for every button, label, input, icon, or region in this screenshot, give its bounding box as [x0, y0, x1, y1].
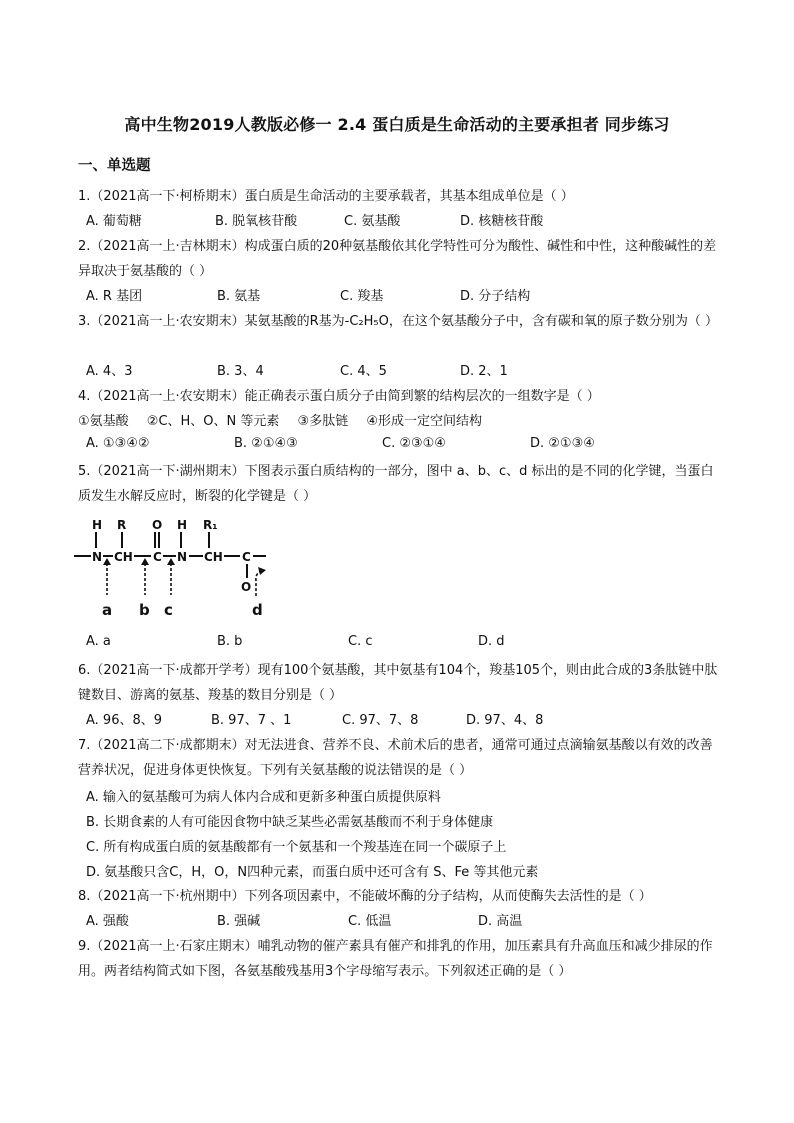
- option-b[interactable]: B. 3、4: [217, 364, 264, 379]
- option-a[interactable]: A. 强酸: [86, 914, 129, 929]
- atom-h: H: [92, 518, 103, 532]
- option-d[interactable]: D. 2、1: [460, 364, 508, 379]
- question-8-options: [86, 910, 720, 932]
- question-6-options: [86, 709, 720, 731]
- option-a[interactable]: A. 葡萄糖: [86, 214, 142, 229]
- option-a[interactable]: A. 4、3: [86, 364, 133, 379]
- item-4: ④形成一定空间结构: [366, 414, 482, 429]
- atom-h: H: [177, 518, 188, 532]
- question-3-options: [86, 360, 720, 382]
- option-d[interactable]: D. 高温: [478, 914, 523, 929]
- atom-ch: CH: [114, 550, 133, 564]
- option-a[interactable]: A. R 基团: [86, 289, 143, 304]
- atom-n: N: [92, 550, 103, 564]
- option-c[interactable]: C. 97、7、8: [342, 713, 419, 728]
- option-c[interactable]: C. 羧基: [340, 289, 384, 304]
- question-4-stem: 4.（2021高一上·农安期末）能正确表示蛋白质分子由简到繁的结构层次的一组数字是（ ）: [78, 389, 600, 404]
- option-b[interactable]: B. ②①④③: [234, 436, 298, 451]
- option-c[interactable]: C. 所有构成蛋白质的氨基酸都有一个氨基和一个羧基连在同一个碳原子上: [86, 840, 507, 855]
- option-b[interactable]: B. 脱氧核苷酸: [215, 214, 298, 229]
- item-3: ③多肽链: [297, 414, 349, 429]
- option-c[interactable]: C. 氨基酸: [344, 214, 401, 229]
- item-1: ①氨基酸: [78, 414, 129, 429]
- option-d[interactable]: D. 氨基酸只含C，H，O，N四种元素，而蛋白质中还可含有 S、Fe 等其他元素: [86, 865, 539, 880]
- question-6-stem: 6.（2021高一下·成都开学考）现有100个氨基酸，其中氨基有104个，羧基105个，则由此合成的3条肽链中肽键数目、游离的氨基、羧基的数目分别是（ ）: [78, 663, 718, 703]
- option-b[interactable]: B. 氨基: [217, 289, 261, 304]
- atom-r: R: [117, 518, 127, 532]
- atom-r1: R₁: [203, 518, 218, 532]
- question-4-items: [78, 409, 496, 434]
- question-2-stem: 2.（2021高一上·吉林期末）构成蛋白质的20种氨基酸依其化学特性可分为酸性、碱性和中性，这种酸碱性的差异取决于氨基酸的（ ）: [78, 239, 717, 279]
- option-b[interactable]: B. 强碱: [217, 914, 261, 929]
- option-a[interactable]: A. 96、8、9: [86, 713, 163, 728]
- bond-label-c: c: [164, 601, 173, 619]
- option-b[interactable]: B. b: [217, 634, 243, 649]
- question-1-stem: 1.（2021高一下·柯桥期末）蛋白质是生命活动的主要承载者，其基本组成单位是（ ）: [78, 189, 574, 204]
- question-3-stem: 3.（2021高一上·农安期末）某氨基酸的R基为-C₂H₅O，在这个氨基酸分子中，含有碳和氧的原子数分别为（ ）: [78, 314, 718, 329]
- question-5-options: [86, 634, 720, 656]
- atom-n: N: [177, 550, 188, 564]
- option-a[interactable]: A. a: [86, 634, 111, 649]
- question-5-stem: 5.（2021高一下·湖州期末）下图表示蛋白质结构的一部分，图中 a、b、c、d 标出的是不同的化学键，当蛋白质发生水解反应时，断裂的化学键是（ ）: [78, 464, 714, 504]
- option-c[interactable]: C. 4、5: [340, 364, 387, 379]
- bond-label-d: d: [252, 601, 263, 619]
- option-d[interactable]: D. 97、4、8: [466, 713, 544, 728]
- question-1-options: [86, 210, 720, 232]
- option-d[interactable]: D. ②①③④: [530, 436, 595, 451]
- atom-o: O: [152, 518, 163, 532]
- atom-c: C: [153, 550, 162, 564]
- atom-c: C: [242, 550, 251, 564]
- peptide-structure-diagram: [72, 515, 272, 623]
- item-2: ②C、H、O、N 等元素: [146, 414, 280, 429]
- atom-o: O: [241, 580, 252, 594]
- question-2-options: [86, 285, 720, 307]
- option-c[interactable]: C. ②③①④: [382, 436, 446, 451]
- atom-ch: CH: [204, 550, 223, 564]
- option-b[interactable]: B. 长期食素的人有可能因食物中缺乏某些必需氨基酸而不利于身体健康: [86, 815, 494, 830]
- question-7-stem: 7.（2021高二下·成都期末）对无法进食、营养不良、术前术后的患者，通常可通过点滴输氨基酸以有效的改善营养状况，促进身体更快恢复。下列有关氨基酸的说法错误的是（ ）: [78, 738, 713, 778]
- option-a[interactable]: A. ①③④②: [86, 436, 150, 451]
- question-4-options: [86, 436, 720, 458]
- option-d[interactable]: D. 核糖核苷酸: [460, 214, 544, 229]
- option-a[interactable]: A. 输入的氨基酸可为病人体内合成和更新多种蛋白质提供原料: [86, 790, 441, 805]
- question-8-stem: 8.（2021高一下·杭州期中）下列各项因素中，不能破坏酶的分子结构，从而使酶失去活性的是（ ）: [78, 889, 652, 904]
- page-title: 高中生物2019人教版必修一 2.4 蛋白质是生命活动的主要承担者 同步练习: [124, 115, 670, 134]
- section-heading: 一、单选题: [78, 158, 151, 174]
- option-c[interactable]: C. 低温: [348, 914, 392, 929]
- option-d[interactable]: D. d: [478, 634, 505, 649]
- option-d[interactable]: D. 分子结构: [460, 289, 531, 304]
- bond-label-a: a: [102, 601, 113, 619]
- option-c[interactable]: C. c: [348, 634, 373, 649]
- option-b[interactable]: B. 97、7 、1: [211, 713, 292, 728]
- bond-label-b: b: [139, 601, 150, 619]
- question-9-stem: 9.（2021高一上·石家庄期末）哺乳动物的催产素具有催产和排乳的作用，加压素具有升高血压和减少排尿的作用。两者结构简式如下图，各氨基酸残基用3个字母缩写表示。下列叙述正确的是（ ）: [78, 939, 713, 979]
